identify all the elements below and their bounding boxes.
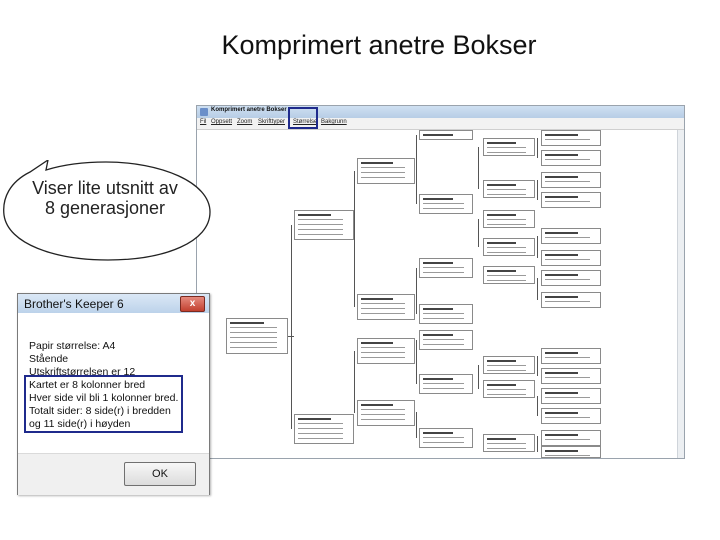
text-placeholder-line — [487, 394, 526, 395]
pedigree-box[interactable] — [483, 434, 535, 452]
text-placeholder-line — [298, 229, 343, 230]
close-icon[interactable]: x — [180, 296, 205, 312]
connector-line — [354, 171, 355, 307]
text-placeholder-line — [298, 423, 343, 424]
text-placeholder-line — [423, 262, 453, 264]
text-placeholder-line — [545, 372, 578, 374]
text-placeholder-line — [361, 409, 405, 410]
text-placeholder-line — [298, 438, 343, 439]
connector-line — [478, 365, 479, 389]
text-placeholder-line — [487, 214, 516, 216]
text-placeholder-line — [423, 313, 464, 314]
pedigree-window — [196, 105, 685, 459]
pedigree-box[interactable] — [419, 374, 473, 394]
connector-line — [537, 356, 538, 376]
connector-line — [537, 278, 538, 300]
pedigree-box[interactable] — [357, 158, 415, 184]
slide-title: Komprimert anetre Bokser — [221, 30, 537, 60]
menu-oppsett[interactable]: Oppsett — [211, 119, 233, 125]
text-placeholder-line — [423, 272, 464, 273]
text-placeholder-line — [487, 224, 526, 225]
pedigree-box[interactable] — [419, 428, 473, 448]
text-placeholder-line — [423, 378, 453, 380]
pedigree-chart — [197, 130, 684, 458]
text-placeholder-line — [545, 377, 590, 378]
text-placeholder-line — [423, 334, 453, 336]
connector-line — [478, 147, 479, 189]
text-placeholder-line — [230, 337, 277, 338]
dialog-line-pages-wide: Totalt sider: 8 side(r) i bredden — [29, 405, 171, 417]
text-placeholder-line — [545, 232, 578, 234]
text-placeholder-line — [298, 418, 331, 420]
pedigree-box[interactable] — [541, 430, 601, 446]
vertical-scrollbar[interactable] — [677, 130, 684, 458]
text-placeholder-line — [361, 404, 393, 406]
pedigree-box[interactable] — [541, 130, 601, 146]
text-placeholder-line — [545, 450, 578, 452]
connector-line — [537, 180, 538, 200]
text-placeholder-line — [487, 360, 516, 362]
dialog-title: Brother's Keeper 6 — [24, 297, 124, 311]
text-placeholder-line — [545, 154, 578, 156]
pedigree-box[interactable] — [541, 292, 601, 308]
text-placeholder-line — [423, 203, 464, 204]
dialog-line-paper: Papir størrelse: A4 — [29, 340, 116, 352]
text-placeholder-line — [361, 352, 405, 353]
connector-line — [416, 340, 417, 384]
text-placeholder-line — [230, 322, 264, 324]
pedigree-box[interactable] — [541, 228, 601, 244]
pedigree-box[interactable] — [419, 330, 473, 350]
text-placeholder-line — [423, 318, 464, 319]
text-placeholder-line — [423, 383, 464, 384]
text-placeholder-line — [230, 332, 277, 333]
dialog-highlight-frame — [24, 375, 183, 433]
text-placeholder-line — [487, 438, 516, 440]
app-icon — [200, 108, 208, 116]
text-placeholder-line — [361, 172, 405, 173]
text-placeholder-line — [545, 254, 578, 256]
dialog-line-pages-high: og 11 side(r) i høyden — [29, 418, 131, 430]
pedigree-box[interactable] — [357, 400, 415, 426]
pedigree-box[interactable] — [541, 250, 601, 266]
text-placeholder-line — [298, 433, 343, 434]
text-placeholder-line — [361, 303, 405, 304]
pedigree-box[interactable] — [357, 338, 415, 364]
text-placeholder-line — [361, 308, 405, 309]
pedigree-box[interactable] — [226, 318, 288, 354]
menu-fil[interactable]: Fil — [200, 119, 207, 125]
text-placeholder-line — [487, 194, 526, 195]
text-placeholder-line — [545, 274, 578, 276]
text-placeholder-line — [545, 417, 590, 418]
window-title: Komprimert anetre Bokser — [211, 107, 287, 113]
text-placeholder-line — [423, 208, 464, 209]
menu-zoom[interactable]: Zoom — [237, 119, 253, 125]
text-placeholder-line — [545, 201, 590, 202]
text-placeholder-line — [361, 357, 405, 358]
pedigree-box[interactable] — [419, 194, 473, 214]
text-placeholder-line — [487, 448, 526, 449]
text-placeholder-line — [545, 392, 578, 394]
text-placeholder-line — [545, 412, 578, 414]
dialog-line-orientation: Stående — [29, 353, 69, 365]
text-placeholder-line — [230, 342, 277, 343]
connector-line — [416, 268, 417, 314]
pedigree-box[interactable] — [541, 192, 601, 208]
text-placeholder-line — [487, 152, 526, 153]
text-placeholder-line — [298, 224, 343, 225]
pedigree-box[interactable] — [541, 172, 601, 188]
pedigree-box[interactable] — [419, 258, 473, 278]
text-placeholder-line — [545, 237, 590, 238]
dialog-line-columns: Kartet er 8 kolonner bred — [29, 379, 146, 391]
text-placeholder-line — [487, 247, 526, 248]
text-placeholder-line — [361, 347, 405, 348]
text-placeholder-line — [361, 419, 405, 420]
connector-line — [537, 138, 538, 158]
text-placeholder-line — [487, 384, 516, 386]
menu-bakgrunn[interactable]: Bakgrunn — [321, 119, 347, 125]
text-placeholder-line — [361, 167, 405, 168]
pedigree-box[interactable] — [294, 210, 354, 240]
pedigree-box[interactable] — [483, 356, 535, 374]
text-placeholder-line — [487, 189, 526, 190]
pedigree-box[interactable] — [357, 294, 415, 320]
window-titlebar[interactable] — [197, 106, 684, 118]
pedigree-box[interactable] — [541, 408, 601, 424]
text-placeholder-line — [545, 176, 578, 178]
text-placeholder-line — [545, 434, 578, 436]
text-placeholder-line — [487, 219, 526, 220]
text-placeholder-line — [423, 339, 464, 340]
text-placeholder-line — [487, 142, 516, 144]
text-placeholder-line — [487, 252, 526, 253]
menu-highlight-frame — [288, 107, 318, 129]
dialog-footer — [18, 453, 209, 495]
text-placeholder-line — [423, 308, 453, 310]
text-placeholder-line — [545, 139, 590, 140]
pedigree-box[interactable] — [541, 348, 601, 364]
text-placeholder-line — [361, 298, 393, 300]
pedigree-box[interactable] — [483, 138, 535, 156]
pedigree-box[interactable] — [541, 270, 601, 286]
pedigree-box[interactable] — [483, 210, 535, 228]
connector-line — [537, 236, 538, 258]
text-placeholder-line — [423, 134, 453, 136]
text-placeholder-line — [423, 437, 464, 438]
text-placeholder-line — [423, 198, 453, 200]
pedigree-box[interactable] — [541, 388, 601, 404]
text-placeholder-line — [545, 259, 590, 260]
dialog-titlebar[interactable] — [18, 294, 209, 313]
pedigree-box[interactable] — [419, 304, 473, 324]
text-placeholder-line — [545, 196, 578, 198]
text-placeholder-line — [545, 296, 578, 298]
text-placeholder-line — [361, 414, 405, 415]
pedigree-box[interactable] — [541, 446, 601, 458]
pedigree-box[interactable] — [483, 180, 535, 198]
text-placeholder-line — [545, 455, 590, 456]
text-placeholder-line — [361, 313, 405, 314]
text-placeholder-line — [361, 162, 393, 164]
text-placeholder-line — [487, 389, 526, 390]
text-placeholder-line — [487, 280, 526, 281]
text-placeholder-line — [423, 344, 464, 345]
text-placeholder-line — [545, 439, 590, 440]
text-placeholder-line — [423, 388, 464, 389]
dialog-line-print-size: Utskriftstørrelsen er 12 — [29, 366, 136, 378]
text-placeholder-line — [487, 242, 516, 244]
pedigree-box[interactable] — [483, 266, 535, 284]
connector-line — [537, 396, 538, 416]
text-placeholder-line — [361, 342, 393, 344]
pedigree-box[interactable] — [294, 414, 354, 444]
menu-storrelse[interactable]: Størrelse — [293, 119, 318, 125]
text-placeholder-line — [298, 214, 331, 216]
text-placeholder-line — [487, 443, 526, 444]
pedigree-box[interactable] — [541, 368, 601, 384]
text-placeholder-line — [487, 370, 526, 371]
text-placeholder-line — [545, 352, 578, 354]
text-placeholder-line — [487, 184, 516, 186]
text-placeholder-line — [545, 279, 590, 280]
pedigree-box[interactable] — [419, 130, 473, 140]
pedigree-box[interactable] — [483, 238, 535, 256]
connector-line — [478, 219, 479, 247]
text-placeholder-line — [487, 365, 526, 366]
text-placeholder-line — [230, 327, 277, 328]
text-placeholder-line — [487, 147, 526, 148]
text-placeholder-line — [423, 432, 453, 434]
connector-line — [416, 135, 417, 204]
menu-skrifttyper[interactable]: Skrifttyper — [258, 119, 286, 125]
ok-button[interactable]: OK — [124, 462, 196, 486]
text-placeholder-line — [545, 301, 590, 302]
text-placeholder-line — [230, 347, 277, 348]
text-placeholder-line — [487, 270, 516, 272]
pedigree-box[interactable] — [541, 150, 601, 166]
text-placeholder-line — [545, 397, 590, 398]
text-placeholder-line — [423, 442, 464, 443]
pedigree-box[interactable] — [483, 380, 535, 398]
text-placeholder-line — [361, 177, 405, 178]
text-placeholder-line — [423, 267, 464, 268]
bubble-text: Viser lite utsnitt av 8 generasjoner — [32, 178, 178, 218]
connector-line — [354, 351, 355, 413]
connector-line — [291, 225, 292, 429]
text-placeholder-line — [545, 159, 590, 160]
text-placeholder-line — [545, 357, 590, 358]
connector-line — [537, 436, 538, 452]
dialog-line-page-width: Hver side vil bli 1 kolonner bred. — [29, 392, 179, 404]
text-placeholder-line — [545, 181, 590, 182]
text-placeholder-line — [487, 275, 526, 276]
connector-line — [416, 412, 417, 438]
text-placeholder-line — [298, 428, 343, 429]
text-placeholder-line — [545, 134, 578, 136]
menu-bar — [197, 118, 684, 130]
text-placeholder-line — [298, 234, 343, 235]
text-placeholder-line — [298, 219, 343, 220]
